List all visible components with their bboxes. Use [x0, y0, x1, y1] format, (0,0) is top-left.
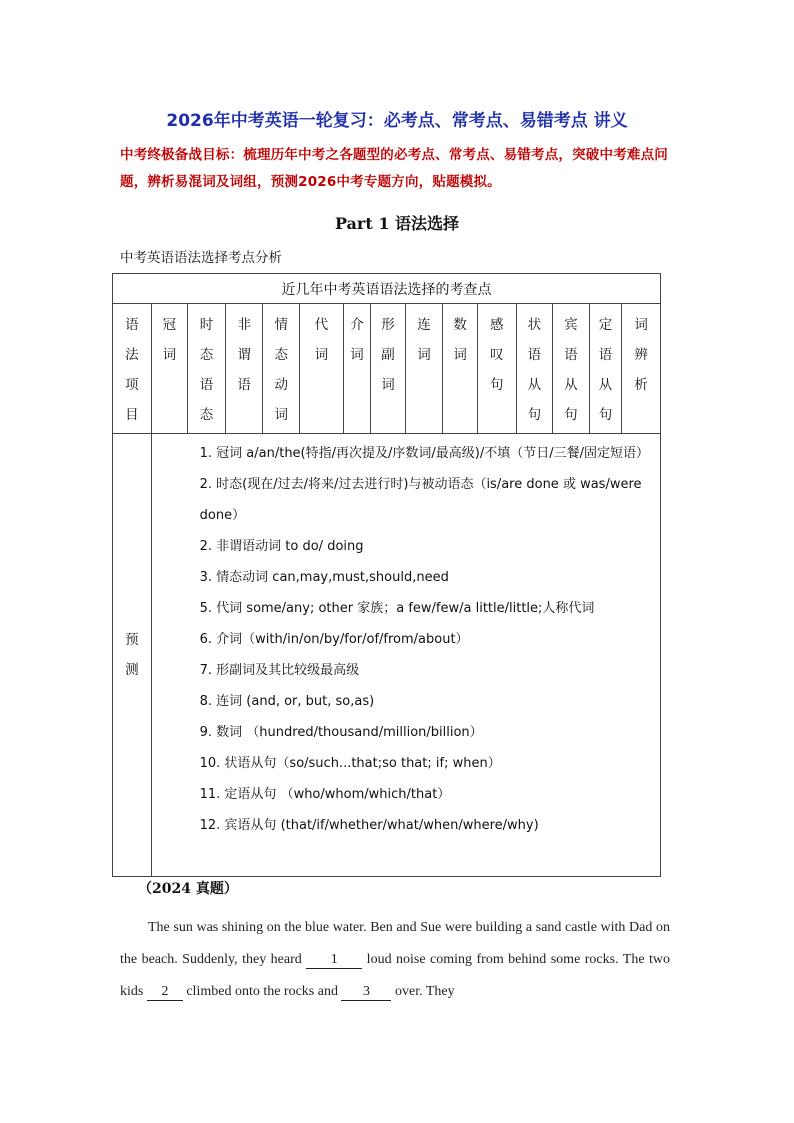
category-label: 数词: [453, 317, 467, 363]
category-label: 连词: [417, 317, 431, 363]
category-label: 状语从句: [527, 317, 542, 423]
category-label: 语法项目: [125, 317, 139, 423]
category-cell: [516, 304, 553, 434]
category-cell: [477, 304, 516, 434]
page-title: 2026年中考英语一轮复习：必考点、常考点、易错考点 讲义: [166, 111, 628, 131]
prediction-item: 8. 连词 (and, or, but, so,as): [199, 694, 375, 709]
passage-text: loud noise coming from behind some rocks. The two kids: [120, 952, 670, 999]
category-label: 词辨析: [634, 317, 648, 393]
category-cell: [151, 304, 188, 434]
category-cell: [589, 304, 622, 434]
prediction-item: 5. 代词 some/any; other 家族；a few/few/a little/little;人称代词: [199, 601, 595, 616]
category-label: 形副词: [381, 317, 395, 393]
prediction-item: 3. 情态动词 can,may,must,should,need: [199, 570, 449, 585]
prediction-label: [113, 434, 152, 877]
table-header: 近几年中考英语语法选择的考查点: [113, 274, 661, 304]
prediction-item: 2. 非谓语动词 to do/ doing: [199, 539, 364, 554]
category-cell: [343, 304, 370, 434]
category-cell: [622, 304, 661, 434]
part-title: Part 1 语法选择: [334, 214, 460, 233]
prediction-item: 2. 时态(现在/过去/将来/过去进行时)与被动语态（is/are done 或 was/were done）: [199, 477, 642, 523]
prediction-item: 7. 形副词及其比较级最高级: [199, 663, 360, 678]
category-label: 情态动词: [274, 317, 288, 423]
prediction-item: 10. 状语从句（so/such...that;so that; if; when）: [199, 756, 501, 771]
prediction-item: 12. 宾语从句 (that/if/whether/what/when/where/why): [199, 818, 539, 833]
category-row: [113, 304, 661, 434]
goal-text: 中考终极备战目标：梳理历年中考之各题型的必考点、常考点、易错考点，突破中考难点问题，辨析易混词及词组，预测2026中考专题方向，贴题模拟。: [120, 147, 668, 190]
section-label: 中考英语语法选择考点分析: [120, 250, 282, 266]
category-cell: [225, 304, 263, 434]
category-label: 时态语态: [199, 317, 214, 423]
blank-3: 3: [341, 984, 391, 1001]
category-label: 代词: [314, 317, 329, 363]
prediction-label-text: 预测: [125, 632, 139, 678]
category-label: 宾语从句: [564, 317, 578, 423]
category-cell: [300, 304, 344, 434]
passage-text: The sun was shining on the blue water. Ben and Sue were building a sand castle with Dad on the beach. Suddenly, they heard: [120, 920, 670, 967]
category-cell: [371, 304, 406, 434]
grammar-table: [112, 273, 661, 877]
category-cell: [443, 304, 478, 434]
category-label: 介词: [350, 317, 364, 363]
category-label: 非谓语: [237, 317, 251, 393]
category-label: 定语从句: [598, 317, 613, 423]
reading-passage: [120, 912, 670, 1008]
category-cell: [405, 304, 443, 434]
category-label: 感叹句: [489, 317, 504, 393]
prediction-item: 1. 冠词 a/an/the(特指/再次提及/序数词/最高级)/不填（节日/三餐/固定短语）: [199, 446, 649, 461]
blank-1: 1: [306, 952, 362, 969]
category-cell: [553, 304, 590, 434]
category-label: 冠词: [162, 317, 177, 363]
passage-text: climbed onto the rocks and: [182, 984, 342, 999]
prediction-item: 9. 数词 （hundred/thousand/million/billion）: [199, 725, 483, 740]
category-cell: [113, 304, 152, 434]
prediction-list: [151, 434, 660, 877]
category-cell: [263, 304, 300, 434]
category-cell: [188, 304, 226, 434]
year-label: （2024 真题）: [138, 881, 238, 897]
prediction-item: 6. 介词（with/in/on/by/for/of/from/about）: [199, 632, 469, 647]
passage-text: over. They: [391, 984, 455, 999]
prediction-item: 11. 定语从句 （who/whom/which/that）: [199, 787, 451, 802]
blank-2: 2: [147, 984, 183, 1001]
